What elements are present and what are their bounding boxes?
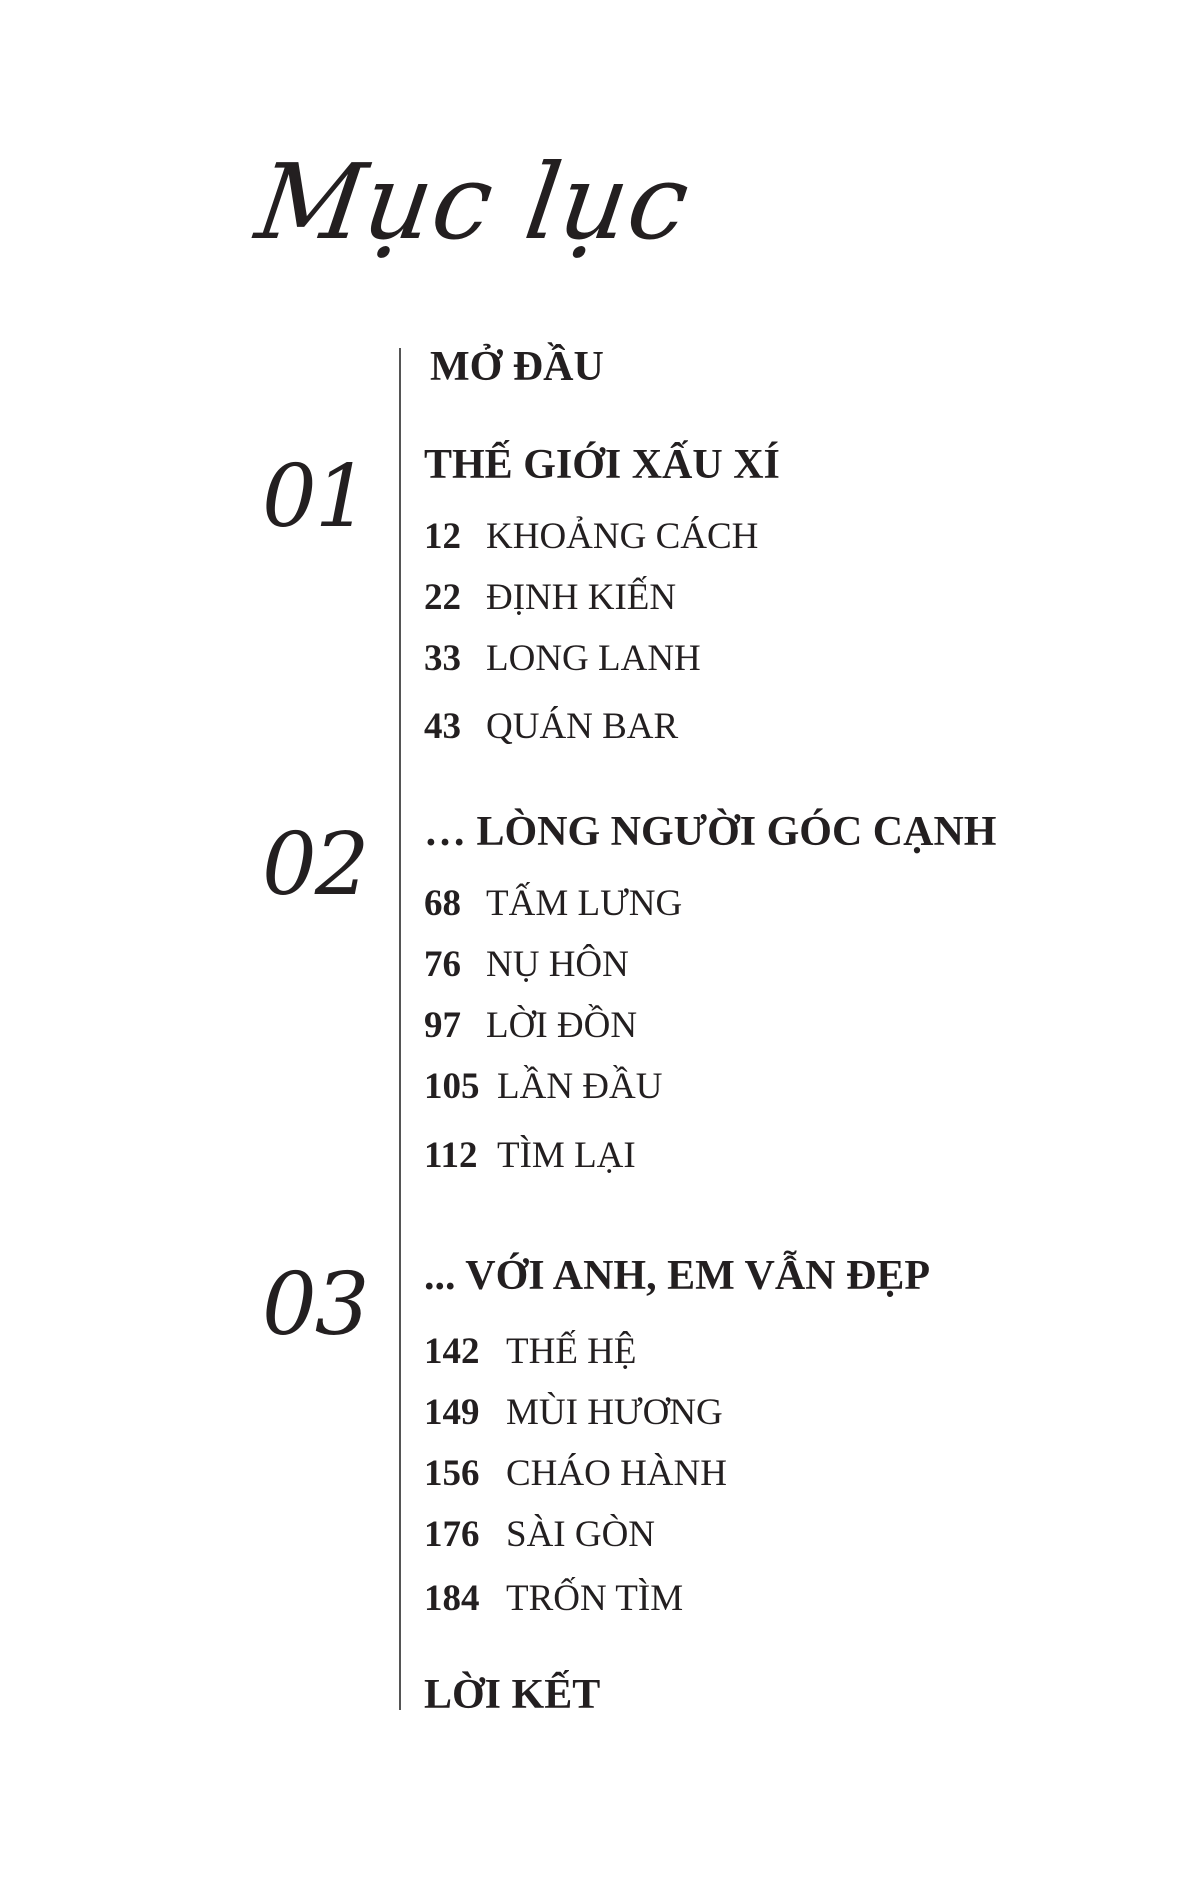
entry-title: TẤM LƯNG [486,883,683,924]
entry-title: MÙI HƯƠNG [506,1392,723,1433]
entry-page-number: 184 [424,1578,480,1619]
part-heading-02[interactable]: … LÒNG NGƯỜI GÓC CẠNH [424,809,997,855]
entry-page-number: 68 [424,883,461,924]
vertical-divider [399,348,401,1710]
part-heading-03[interactable]: ... VỚI ANH, EM VẪN ĐẸP [424,1253,930,1299]
entry-title: LẦN ĐẦU [497,1066,663,1107]
toc-entry[interactable] [424,1068,662,1105]
entry-page-number: 142 [424,1331,480,1372]
toc-entry[interactable] [424,1580,683,1617]
toc-entry[interactable] [424,1137,636,1174]
toc-entry[interactable] [424,1516,655,1553]
entry-page-number: 12 [424,516,461,557]
entry-page-number: 76 [424,944,461,985]
entry-page-number: 112 [424,1135,478,1176]
entry-title: KHOẢNG CÁCH [486,516,759,557]
part-heading-01[interactable]: THẾ GIỚI XẤU XÍ [424,442,780,488]
toc-entry[interactable] [424,640,701,677]
entry-title: ĐỊNH KIẾN [486,577,677,618]
entry-title: LỜI ĐỒN [486,1005,638,1046]
entry-page-number: 105 [424,1066,480,1107]
entry-title: SÀI GÒN [506,1514,656,1555]
page-title: Mục lục [249,141,697,263]
toc-entry[interactable] [424,885,682,922]
entry-title: LONG LANH [486,638,701,679]
toc-entry[interactable] [424,518,758,555]
toc-entry[interactable] [424,708,678,745]
toc-entry[interactable] [424,1333,637,1370]
part-number-03: 03 [262,1255,368,1355]
entry-title: THẾ HỆ [506,1331,637,1372]
entry-page-number: 156 [424,1453,480,1494]
toc-entry[interactable] [424,1455,727,1492]
entry-page-number: 33 [424,638,461,679]
toc-entry[interactable] [424,946,629,983]
toc-entry[interactable] [424,579,676,616]
entry-page-number: 97 [424,1005,461,1046]
entry-page-number: 149 [424,1392,480,1433]
entry-page-number: 176 [424,1514,480,1555]
toc-entry[interactable] [424,1394,723,1431]
intro-heading[interactable]: MỞ ĐẦU [430,344,604,390]
entry-title: TRỐN TÌM [506,1578,684,1619]
entry-page-number: 22 [424,577,461,618]
toc-entry[interactable] [424,1007,637,1044]
entry-page-number: 43 [424,706,461,747]
outro-heading[interactable]: LỜI KẾT [424,1672,601,1718]
part-number-02: 02 [262,815,368,915]
entry-title: TÌM LẠI [497,1135,636,1176]
entry-title: NỤ HÔN [486,944,629,985]
entry-title: QUÁN BAR [486,706,679,747]
entry-title: CHÁO HÀNH [506,1453,727,1494]
part-number-01: 01 [262,447,368,547]
